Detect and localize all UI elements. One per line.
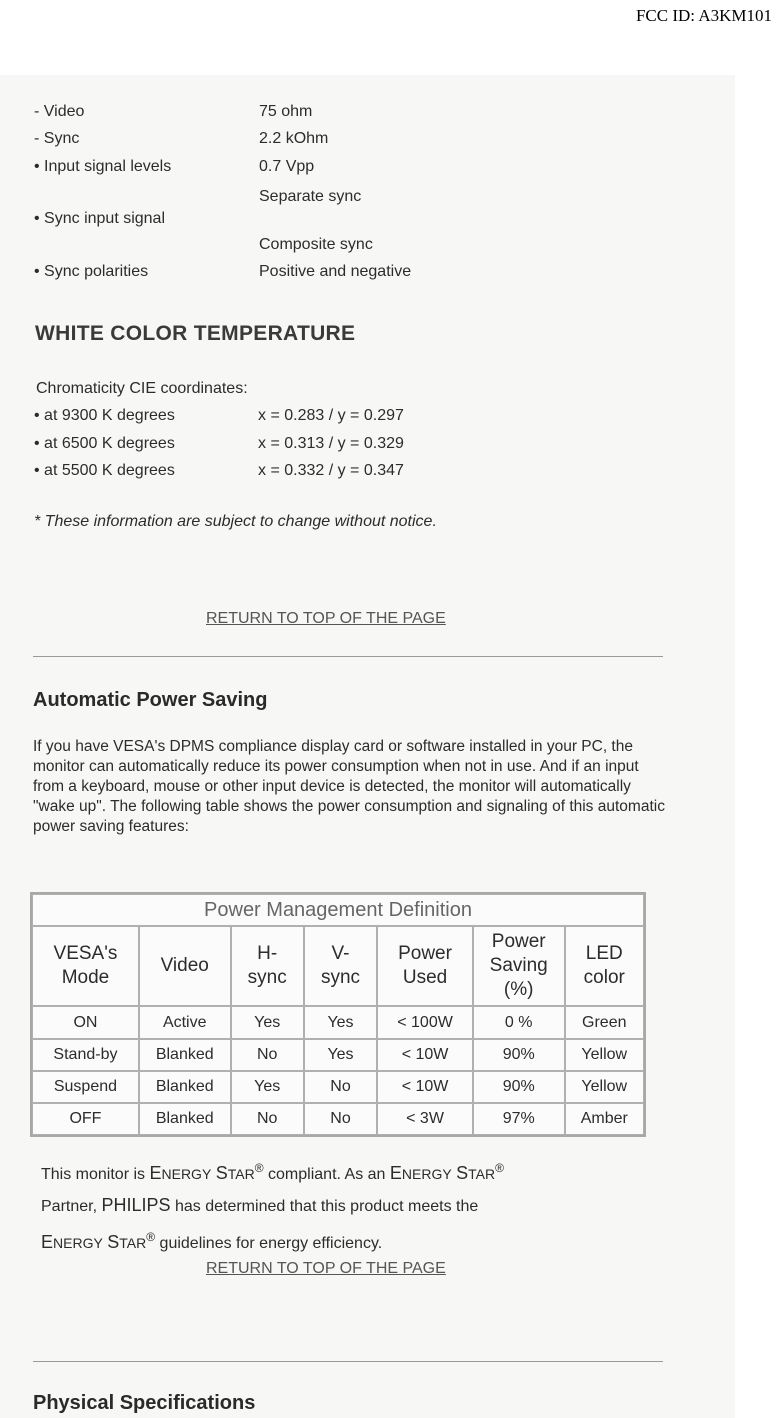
table-cell: 97% [473,1103,565,1135]
table-caption: Power Management Definition [32,894,644,926]
chromaticity-label: • at 6500 K degrees [34,435,175,452]
table-cell: 90% [473,1039,565,1071]
table-cell: Yellow [565,1071,644,1103]
table-cell: Yes [231,1071,304,1103]
table-row [32,1071,644,1103]
table-cell: ON [32,1006,139,1038]
chromaticity-value: x = 0.283 / y = 0.297 [258,407,404,424]
spec-value: Separate sync [259,188,362,205]
chromaticity-label: • at 5500 K degrees [34,462,175,479]
chromaticity-label: • at 9300 K degrees [34,407,175,424]
white-color-heading: WHITE COLOR TEMPERATURE [35,322,356,345]
header-cell: Video [139,926,231,1006]
spec-label: • Sync polarities [34,263,149,280]
header-cell: Power Used [377,926,473,1006]
fcc-id-label: FCC ID: A3KM101 [635,6,772,25]
table-row [32,1103,644,1135]
energy-star-statement: This monitor is ENERGY STAR® compliant. As an ENERGY STAR® Partner, PHILIPS has determined that this product meets the ENERGY STAR® guidelines for energy efficiency. [41,1161,504,1252]
return-to-top-link[interactable]: RETURN TO TOP OF THE PAGE [206,610,446,627]
spec-label: • Input signal levels [34,158,172,175]
divider [33,1361,663,1362]
table-cell: Blanked [139,1103,231,1135]
spec-value: 2.2 kOhm [259,130,329,147]
table-cell: Green [565,1006,644,1038]
table-row [32,1006,644,1038]
table-cell: 90% [473,1071,565,1103]
spec-label: • Sync input signal [34,210,166,227]
table-cell: Stand-by [32,1039,139,1071]
power-management-table [30,892,646,1137]
table-cell: No [304,1071,377,1103]
header-cell: Power Saving (%) [473,926,565,1006]
table-header-row [32,926,644,1006]
table-cell: No [304,1103,377,1135]
header-cell: LED color [565,926,644,1006]
table-cell: < 3W [377,1103,473,1135]
table-cell: < 10W [377,1071,473,1103]
table-cell: 0 % [473,1006,565,1038]
spec-value: Composite sync [259,236,373,253]
divider [33,656,663,657]
table-cell: Amber [565,1103,644,1135]
chromaticity-intro: Chromaticity CIE coordinates: [36,380,248,397]
table-cell: OFF [32,1103,139,1135]
table-cell: No [231,1103,304,1135]
table-cell: Blanked [139,1039,231,1071]
header-cell: V- sync [304,926,377,1006]
spec-value: Positive and negative [259,263,412,280]
table-cell: Active [139,1006,231,1038]
table-cell: Yellow [565,1039,644,1071]
table-row [32,1039,644,1071]
power-saving-paragraph: If you have VESA's DPMS compliance display card or software installed in your PC, the monitor can automatically reduce its power consumption when not in use. And if an input from a keyboard, mouse or other input device is detected, the monitor will automatically "wake up". The following table shows the power consumption and signaling of this automatic power saving features: [33,738,665,835]
chromaticity-value: x = 0.332 / y = 0.347 [258,462,404,479]
table-cell: Yes [304,1039,377,1071]
table-cell: Suspend [32,1071,139,1103]
change-notice: * These information are subject to change without notice. [34,513,437,530]
spec-value: 75 ohm [259,103,313,120]
table-cell: < 10W [377,1039,473,1071]
spec-value: 0.7 Vpp [259,158,315,175]
spec-label: - Video [34,103,85,120]
power-saving-heading: Automatic Power Saving [33,689,268,711]
table-cell: Blanked [139,1071,231,1103]
physical-specs-heading: Physical Specifications [33,1392,256,1414]
table-cell: < 100W [377,1006,473,1038]
header-cell: VESA's Mode [32,926,139,1006]
spec-label: - Sync [34,130,80,147]
chromaticity-value: x = 0.313 / y = 0.329 [258,435,404,452]
table-cell: No [231,1039,304,1071]
header-cell: H- sync [231,926,304,1006]
table-cell: Yes [304,1006,377,1038]
table-cell: Yes [231,1006,304,1038]
return-to-top-link[interactable]: RETURN TO TOP OF THE PAGE [206,1260,446,1277]
